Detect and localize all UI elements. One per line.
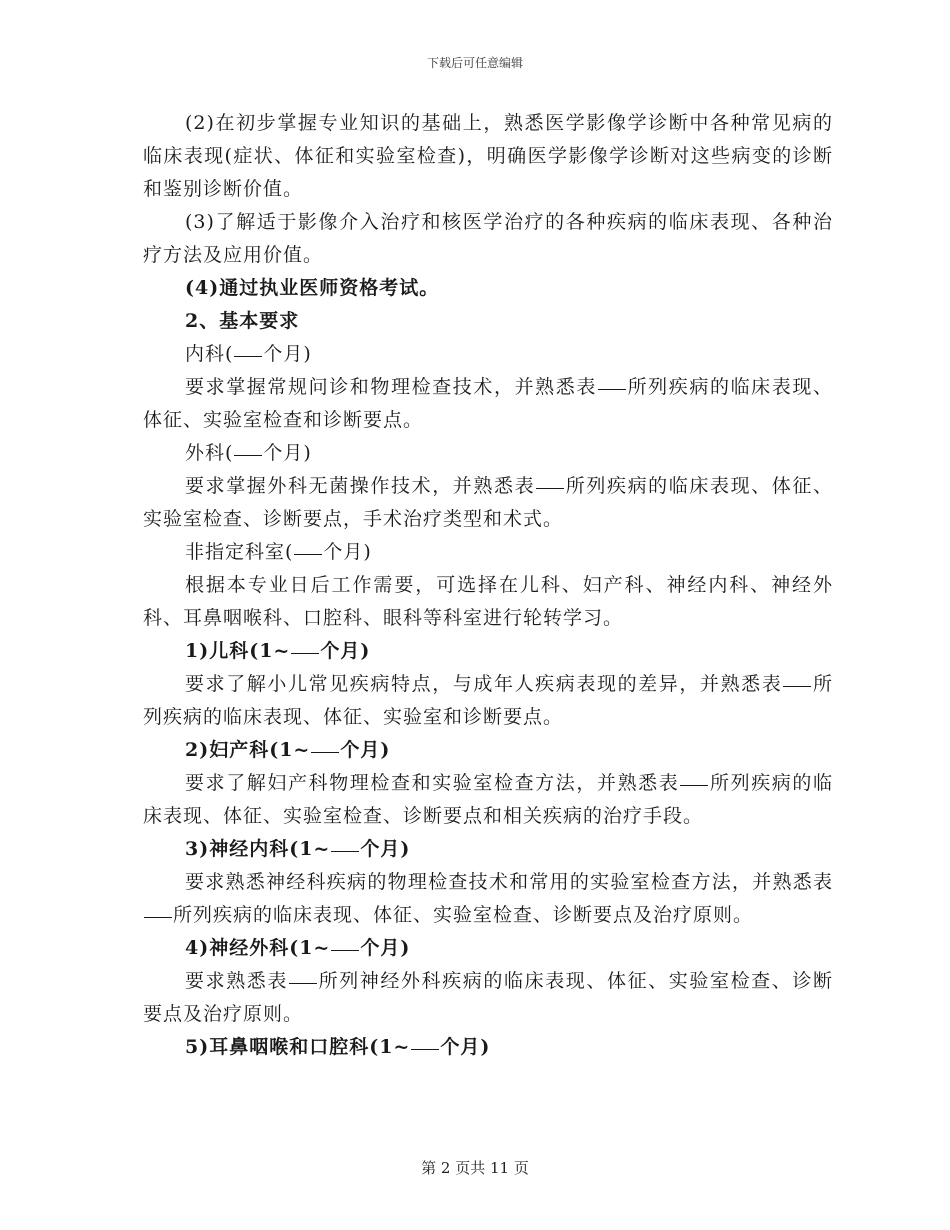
paragraph-text: 所列疾病的临床表现、体征、实验室检查、诊断要点及治疗原则。 [173, 904, 754, 926]
paragraph-text: 个月) [440, 1036, 491, 1058]
paragraph-text: 非指定科室( [185, 541, 294, 563]
fill-in-blank [289, 982, 317, 984]
paragraph [143, 338, 833, 371]
fill-in-blank [680, 784, 708, 786]
paragraph-text: 个月) [320, 640, 371, 662]
paragraph [143, 107, 833, 206]
section-heading [143, 833, 833, 866]
paragraph-text: (4)通过执业医师资格考试。 [185, 277, 440, 299]
section-heading [143, 932, 833, 965]
paragraph [143, 371, 833, 437]
paragraph [143, 206, 833, 272]
paragraph-text: 外科( [185, 442, 234, 464]
paragraph-text: 4)神经外科(1~ [185, 937, 331, 959]
paragraph [143, 569, 833, 635]
fill-in-blank [311, 751, 339, 753]
paragraph-text: 1)儿科(1~ [185, 640, 291, 662]
paragraph-text: (2)在初步掌握专业知识的基础上，熟悉医学影像学诊断中各种常见病的临床表现(症状、体征和实验室检查)，明确医学影像学诊断对这些病变的诊断和鉴别诊断价值。 [143, 112, 833, 200]
paragraph-text: 要求掌握常规问诊和物理检查技术，并熟悉表 [185, 376, 597, 398]
fill-in-blank [536, 487, 564, 489]
paragraph-text: (3)了解适于影像介入治疗和核医学治疗的各种疾病的临床表现、各种治疗方法及应用价值。 [143, 211, 833, 266]
paragraph-text: 所列疾病的临床表现、体征、实验室检查和诊断要点。 [143, 376, 833, 431]
paragraph [143, 668, 833, 734]
paragraph-text: 要求掌握外科无菌操作技术，并熟悉表 [185, 475, 536, 497]
section-heading [143, 272, 833, 305]
paragraph-text: 5)耳鼻咽喉和口腔科(1~ [185, 1036, 411, 1058]
paragraph-text: 要求了解小儿常见疾病特点，与成年人疾病表现的差异，并熟悉表 [185, 673, 783, 695]
fill-in-blank [294, 553, 322, 555]
paragraph [143, 767, 833, 833]
paragraph-text: 个月) [360, 838, 411, 860]
paragraph [143, 470, 833, 536]
fill-in-blank [291, 652, 319, 654]
paragraph [143, 866, 833, 932]
section-heading [143, 1031, 833, 1064]
section-heading [143, 635, 833, 668]
paragraph-text: 要求熟悉表 [185, 970, 288, 992]
section-heading [143, 734, 833, 767]
paragraph-text: 所列神经外科疾病的临床表现、体征、实验室检查、诊断要点及治疗原则。 [143, 970, 833, 1025]
page-header: 下载后可任意编辑 [426, 56, 523, 70]
paragraph-text: 个月) [263, 442, 312, 464]
paragraph-text: 2、基本要求 [185, 310, 300, 332]
paragraph-text: 要求了解妇产科物理检查和实验室检查方法，并熟悉表 [185, 772, 680, 794]
paragraph-text: 2)妇产科(1~ [185, 739, 311, 761]
fill-in-blank [331, 850, 359, 852]
fill-in-blank [234, 355, 262, 357]
paragraph-text: 根据本专业日后工作需要，可选择在儿科、妇产科、神经内科、神经外科、耳鼻咽喉科、口腔科、眼科等科室进行轮转学习。 [143, 574, 833, 629]
paragraph-text: 内科( [185, 343, 234, 365]
paragraph-text: 个月) [263, 343, 312, 365]
paragraph [143, 437, 833, 470]
paragraph-text: 3)神经内科(1~ [185, 838, 331, 860]
paragraph-text: 个月) [340, 739, 391, 761]
paragraph-text: 所列疾病的临床表现、体征、实验室和诊断要点。 [143, 673, 833, 728]
fill-in-blank [331, 949, 359, 951]
paragraph-text: 个月) [360, 937, 411, 959]
fill-in-blank [144, 916, 172, 918]
document-body [143, 107, 833, 1064]
paragraph-text: 个月) [323, 541, 372, 563]
paragraph-text: 要求熟悉神经科疾病的物理检查技术和常用的实验室检查方法，并熟悉表 [185, 871, 833, 893]
fill-in-blank [783, 685, 811, 687]
fill-in-blank [598, 388, 626, 390]
paragraph [143, 965, 833, 1031]
paragraph-text: 所列疾病的临床表现、体征、实验室检查、诊断要点，手术治疗类型和术式。 [143, 475, 833, 530]
page-footer: 第 2 页共 11 页 [421, 1159, 529, 1177]
fill-in-blank [411, 1048, 439, 1050]
section-heading [143, 305, 833, 338]
fill-in-blank [234, 454, 262, 456]
paragraph [143, 536, 833, 569]
paragraph-text: 所列疾病的临床表现、体征、实验室检查、诊断要点和相关疾病的治疗手段。 [143, 772, 833, 827]
